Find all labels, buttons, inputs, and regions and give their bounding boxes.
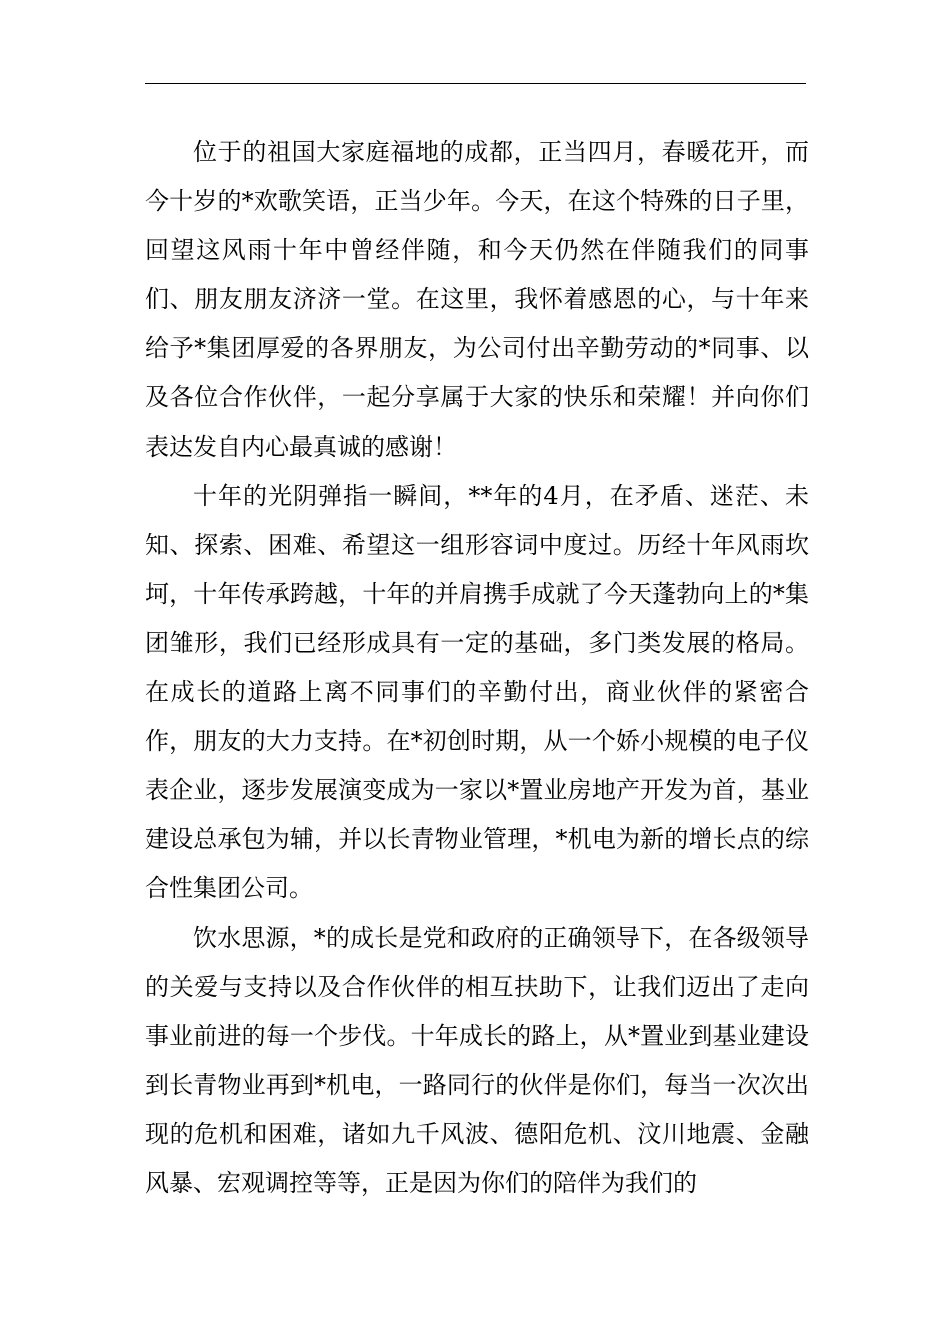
paragraph-2: 十年的光阴弹指一瞬间，**年的4月，在矛盾、迷茫、未知、探索、困难、希望这一组形容词中度过。历经十年风雨坎坷，十年传承跨越，十年的并肩携手成就了今天蓬勃向上的*集团雏形，我们已经形成具有一定的基础，多门类发展的格局。在成长的道路上离不同事们的辛勤付出，商业伙伴的紧密合作，朋友的大力支持。在*初创时期，从一个娇小规模的电子仪表企业，逐步发展演变成为一家以*置业房地产开发为首，基业建设总承包为辅，并以长青物业管理，*机电为新的增长点的综合性集团公司。 (145, 481, 809, 903)
paragraph-1: 位于的祖国大家庭福地的成都，正当四月，春暖花开，而今十岁的*欢歌笑语，正当少年。今天，在这个特殊的日子里，回望这风雨十年中曾经伴随，和今天仍然在伴随我们的同事们、朋友朋友济济一堂。在这里，我怀着感恩的心，与十年来给予*集团厚爱的各界朋友，为公司付出辛勤劳动的*同事、以及各位合作伙伴，一起分享属于大家的快乐和荣耀！并向你们表达发自内心最真诚的感谢！ (145, 138, 809, 461)
header-rule (145, 83, 806, 84)
document-body (145, 128, 809, 1208)
paragraph-3: 饮水思源，*的成长是党和政府的正确领导下，在各级领导的关爱与支持以及合作伙伴的相互扶助下，让我们迈出了走向事业前进的每一个步伐。十年成长的路上，从*置业到基业建设到长青物业再到*机电，一路同行的伙伴是你们，每当一次次出现的危机和困难，诸如九千风波、德阳危机、汶川地震、金融风暴、宏观调控等等，正是因为你们的陪伴为我们的 (145, 923, 809, 1197)
